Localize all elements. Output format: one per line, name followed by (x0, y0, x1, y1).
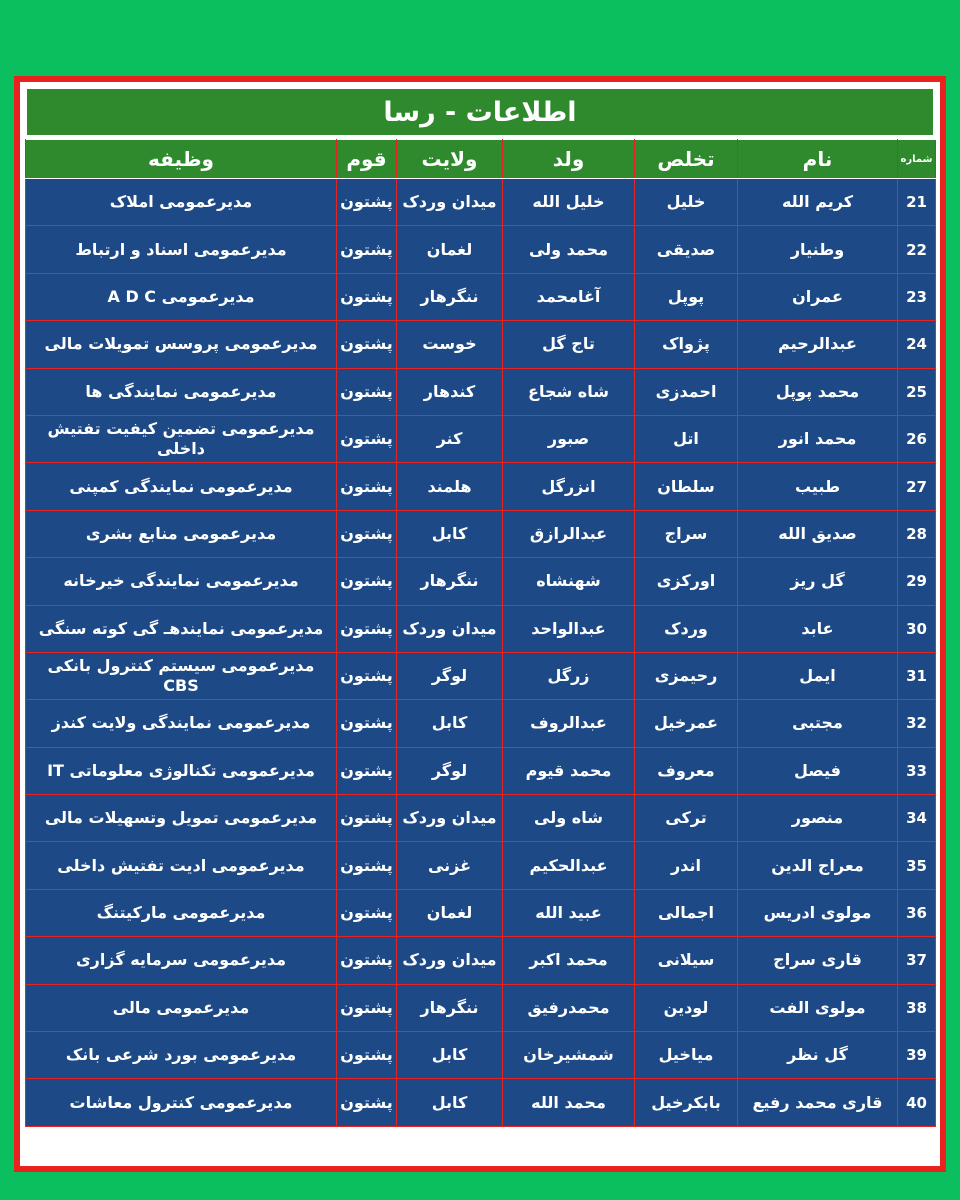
cell-surname: لودین (635, 984, 738, 1031)
cell-province: هلمند (397, 463, 503, 510)
cell-father: شاه شجاع (503, 368, 635, 415)
cell-province: کابل (397, 510, 503, 557)
header-num: شماره (898, 140, 936, 179)
cell-father: آغامحمد (503, 273, 635, 320)
cell-position: مدیرعمومی A D C (26, 273, 337, 320)
table-row (26, 415, 936, 462)
cell-ethnicity: پشتون (337, 321, 397, 368)
personnel-table (25, 139, 936, 1127)
cell-position: مدیرعمومی منابع بشری (26, 510, 337, 557)
cell-name: معراج الدین (738, 842, 898, 889)
cell-position: مدیرعمومی نمایندگی کمپنی (26, 463, 337, 510)
cell-name: مولوی الفت (738, 984, 898, 1031)
cell-name: منصور (738, 795, 898, 842)
cell-father: عبدالواحد (503, 605, 635, 652)
cell-name: گل ریز (738, 558, 898, 605)
cell-num: 25 (898, 368, 936, 415)
cell-father: عبدالروف (503, 700, 635, 747)
cell-father: محمد اکبر (503, 937, 635, 984)
cell-province: ننگرهار (397, 273, 503, 320)
cell-num: 22 (898, 226, 936, 273)
cell-num: 29 (898, 558, 936, 605)
cell-surname: معروف (635, 747, 738, 794)
cell-province: میدان وردک (397, 605, 503, 652)
table-header-row (26, 140, 936, 179)
cell-province: کابل (397, 1079, 503, 1126)
table-row (26, 1032, 936, 1079)
cell-father: محمد قیوم (503, 747, 635, 794)
cell-position: مدیرعمومی نمایندگی خیرخانه (26, 558, 337, 605)
cell-position: مدیرعمومی مارکیتنگ (26, 889, 337, 936)
cell-province: میدان وردک (397, 795, 503, 842)
cell-position: مدیرعمومی تمویل وتسهیلات مالی (26, 795, 337, 842)
cell-num: 21 (898, 179, 936, 226)
cell-name: گل نظر (738, 1032, 898, 1079)
table-row (26, 179, 936, 226)
page-title: اطلاعات - رسا (25, 87, 935, 137)
cell-num: 39 (898, 1032, 936, 1079)
cell-ethnicity: پشتون (337, 179, 397, 226)
cell-name: مجتبی (738, 700, 898, 747)
cell-position: مدیرعمومی ادیت تفتیش داخلی (26, 842, 337, 889)
cell-father: عبدالحکیم (503, 842, 635, 889)
cell-name: قاری سراج (738, 937, 898, 984)
cell-name: طبیب (738, 463, 898, 510)
cell-surname: احمدزی (635, 368, 738, 415)
cell-province: لوگر (397, 747, 503, 794)
cell-surname: اجمالی (635, 889, 738, 936)
cell-ethnicity: پشتون (337, 226, 397, 273)
header-position: وظیفه (26, 140, 337, 179)
cell-num: 32 (898, 700, 936, 747)
cell-num: 30 (898, 605, 936, 652)
cell-ethnicity: پشتون (337, 747, 397, 794)
cell-father: محمد الله (503, 1079, 635, 1126)
cell-province: میدان وردک (397, 937, 503, 984)
cell-father: صبور (503, 415, 635, 462)
cell-surname: سراج (635, 510, 738, 557)
cell-surname: سیلانی (635, 937, 738, 984)
table-row (26, 273, 936, 320)
cell-surname: خلیل (635, 179, 738, 226)
cell-position: مدیرعمومی بورد شرعی بانک (26, 1032, 337, 1079)
cell-position: مدیرعمومی کنترول معاشات (26, 1079, 337, 1126)
header-surname: تخلص (635, 140, 738, 179)
cell-position: مدیرعمومی املاک (26, 179, 337, 226)
cell-province: لغمان (397, 889, 503, 936)
cell-surname: میاخیل (635, 1032, 738, 1079)
cell-ethnicity: پشتون (337, 889, 397, 936)
cell-num: 31 (898, 652, 936, 699)
cell-surname: ترکی (635, 795, 738, 842)
cell-ethnicity: پشتون (337, 510, 397, 557)
cell-num: 26 (898, 415, 936, 462)
cell-father: زرگل (503, 652, 635, 699)
cell-ethnicity: پشتون (337, 463, 397, 510)
table-row (26, 510, 936, 557)
cell-surname: وردک (635, 605, 738, 652)
cell-num: 36 (898, 889, 936, 936)
cell-surname: صدیقی (635, 226, 738, 273)
cell-num: 34 (898, 795, 936, 842)
cell-province: کابل (397, 700, 503, 747)
cell-name: کریم الله (738, 179, 898, 226)
document-frame (14, 76, 946, 1172)
cell-father: محمد ولی (503, 226, 635, 273)
cell-ethnicity: پشتون (337, 937, 397, 984)
cell-name: قاری محمد رفیع (738, 1079, 898, 1126)
header-ethnicity: قوم (337, 140, 397, 179)
cell-name: محمد پوپل (738, 368, 898, 415)
table-row (26, 747, 936, 794)
cell-position: مدیرعمومی سرمایه گزاری (26, 937, 337, 984)
cell-ethnicity: پشتون (337, 368, 397, 415)
cell-num: 40 (898, 1079, 936, 1126)
cell-father: انزرگل (503, 463, 635, 510)
cell-position: مدیرعمومی تضمین کیفیت تفتیش داخلی (26, 415, 337, 462)
cell-father: عبید الله (503, 889, 635, 936)
cell-num: 33 (898, 747, 936, 794)
cell-father: تاج گل (503, 321, 635, 368)
cell-name: عبدالرحیم (738, 321, 898, 368)
cell-position: مدیرعمومی نمایندگی ولایت کندز (26, 700, 337, 747)
cell-ethnicity: پشتون (337, 795, 397, 842)
table-row (26, 321, 936, 368)
cell-surname: پژواک (635, 321, 738, 368)
cell-province: کنر (397, 415, 503, 462)
table-row (26, 652, 936, 699)
cell-name: عابد (738, 605, 898, 652)
cell-position: مدیرعمومی نمایندهـ گی کوته سنگی (26, 605, 337, 652)
table-row (26, 842, 936, 889)
cell-province: کابل (397, 1032, 503, 1079)
table-row (26, 368, 936, 415)
cell-province: خوست (397, 321, 503, 368)
table-row (26, 795, 936, 842)
cell-position: مدیرعمومی نمایندگی ها (26, 368, 337, 415)
cell-position: مدیرعمومی اسناد و ارتباط (26, 226, 337, 273)
cell-name: محمد انور (738, 415, 898, 462)
table-row (26, 984, 936, 1031)
cell-name: عمران (738, 273, 898, 320)
cell-position: مدیرعمومی تکنالوژی معلوماتی IT (26, 747, 337, 794)
cell-num: 38 (898, 984, 936, 1031)
cell-position: مدیرعمومی پروسس تمویلات مالی (26, 321, 337, 368)
cell-num: 35 (898, 842, 936, 889)
cell-surname: اندر (635, 842, 738, 889)
document-inner (25, 87, 935, 1161)
table-row (26, 463, 936, 510)
cell-position: مدیرعمومی سیستم کنترول بانکی CBS (26, 652, 337, 699)
table-row (26, 937, 936, 984)
cell-surname: رحیمزی (635, 652, 738, 699)
cell-surname: بابکرخیل (635, 1079, 738, 1126)
cell-num: 28 (898, 510, 936, 557)
cell-ethnicity: پشتون (337, 415, 397, 462)
cell-surname: عمرخیل (635, 700, 738, 747)
header-father: ولد (503, 140, 635, 179)
cell-ethnicity: پشتون (337, 1032, 397, 1079)
table-row (26, 605, 936, 652)
cell-province: لغمان (397, 226, 503, 273)
cell-father: محمدرفیق (503, 984, 635, 1031)
cell-province: لوگر (397, 652, 503, 699)
cell-name: وطنیار (738, 226, 898, 273)
cell-ethnicity: پشتون (337, 652, 397, 699)
cell-province: ننگرهار (397, 558, 503, 605)
table-row (26, 700, 936, 747)
cell-surname: پوپل (635, 273, 738, 320)
table-row (26, 558, 936, 605)
cell-father: شمشیرخان (503, 1032, 635, 1079)
table-row (26, 226, 936, 273)
cell-ethnicity: پشتون (337, 842, 397, 889)
cell-province: غزنی (397, 842, 503, 889)
cell-name: فیصل (738, 747, 898, 794)
cell-num: 37 (898, 937, 936, 984)
cell-father: عبدالرازق (503, 510, 635, 557)
table-row (26, 1079, 936, 1126)
table-body (26, 179, 936, 1127)
cell-province: کندهار (397, 368, 503, 415)
header-name: نام (738, 140, 898, 179)
cell-father: شاه ولی (503, 795, 635, 842)
cell-province: ننگرهار (397, 984, 503, 1031)
cell-num: 27 (898, 463, 936, 510)
cell-ethnicity: پشتون (337, 700, 397, 747)
cell-surname: اتل (635, 415, 738, 462)
cell-ethnicity: پشتون (337, 605, 397, 652)
cell-ethnicity: پشتون (337, 558, 397, 605)
header-province: ولایت (397, 140, 503, 179)
cell-ethnicity: پشتون (337, 984, 397, 1031)
cell-province: میدان وردک (397, 179, 503, 226)
cell-name: مولوی ادریس (738, 889, 898, 936)
cell-num: 24 (898, 321, 936, 368)
cell-father: خلیل الله (503, 179, 635, 226)
cell-ethnicity: پشتون (337, 1079, 397, 1126)
cell-position: مدیرعمومی مالی (26, 984, 337, 1031)
cell-name: ایمل (738, 652, 898, 699)
cell-ethnicity: پشتون (337, 273, 397, 320)
cell-father: شهنشاه (503, 558, 635, 605)
cell-surname: اورکزی (635, 558, 738, 605)
table-row (26, 889, 936, 936)
cell-surname: سلطان (635, 463, 738, 510)
cell-num: 23 (898, 273, 936, 320)
cell-name: صدیق الله (738, 510, 898, 557)
